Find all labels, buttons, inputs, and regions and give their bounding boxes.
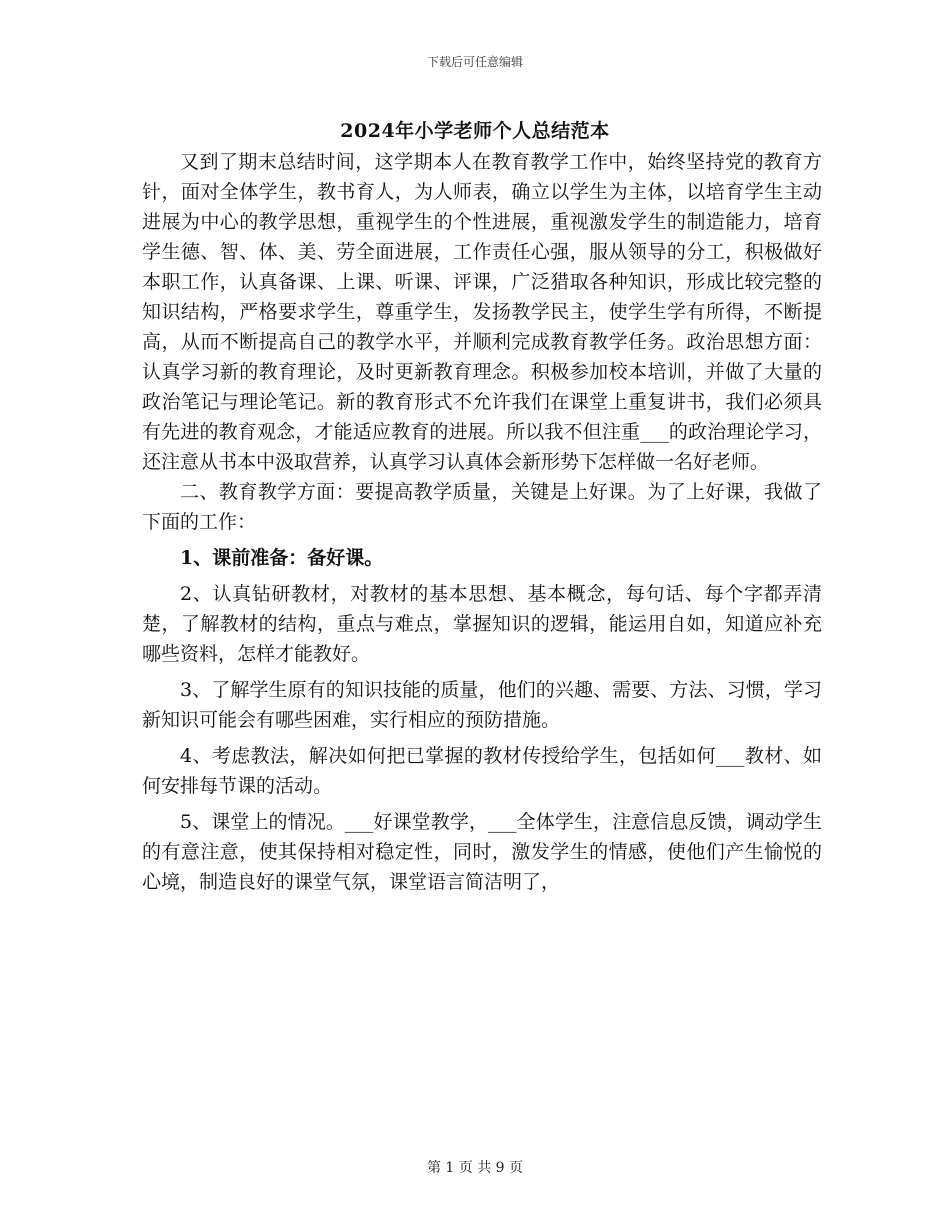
paragraph-item-5: 5、课堂上的情况。___好课堂教学，___全体学生，注意信息反馈，调动学生的有意注意，使其保持相对稳定性，同时，激发学生的情感，使他们产生愉悦的心境，制造良好的课堂气氛，课堂语言简洁明了， [142, 811, 822, 893]
paragraph-intro: 又到了期末总结时间，这学期本人在教育教学工作中，始终坚持党的教育方针，面对全体学生，教书育人，为人师表，确立以学生为主体，以培育学生主动进展为中心的教学思想，重视学生的个性进展，重视激发学生的制造能力，培育学生德、智、体、美、劳全面进展，工作责任心强，服从领导的分工，积极做好本职工作，认真备课、上课、听课、评课，广泛猎取各种知识，形成比较完整的知识结构，严格要求学生，尊重学生，发扬教学民主，使学生学有所得，不断提高，从而不断提高自己的教学水平，并顺利完成教育教学任务。政治思想方面：认真学习新的教育理论，及时更新教育理念。积极参加校本培训，并做了大量的政治笔记与理论笔记。新的教育形式不允许我们在课堂上重复讲书，我们必须具有先进的教育观念，才能适应教育的进展。所以我不但注重___的政治理论学习，还注意从书本中汲取营养，认真学习认真体会新形势下怎样做一名好老师。 [142, 151, 822, 473]
paragraph-item-4: 4、考虑教法，解决如何把已掌握的教材传授给学生，包括如何___教材、如何安排每节课的活动。 [142, 745, 822, 797]
paragraph-section-two: 二、教育教学方面：要提高教学质量，关键是上好课。为了上好课，我做了下面的工作： [142, 481, 822, 533]
paragraph-item-1-heading: 1、课前准备：备好课。 [180, 547, 384, 569]
page-number-footer: 第 1 页 共 9 页 [426, 1160, 524, 1176]
paragraph-item-2: 2、认真钻研教材，对教材的基本思想、基本概念，每句话、每个字都弄清楚，了解教材的结构，重点与难点，掌握知识的逻辑，能运用自如，知道应补充哪些资料，怎样才能教好。 [142, 583, 822, 665]
document-title: 2024年小学老师个人总结范本 [340, 120, 610, 142]
document-body [142, 147, 822, 903]
page-header-note: 下载后可任意编辑 [426, 55, 523, 69]
paragraph-item-3: 3、了解学生原有的知识技能的质量，他们的兴趣、需要、方法、习惯，学习新知识可能会有哪些困难，实行相应的预防措施。 [142, 679, 822, 731]
